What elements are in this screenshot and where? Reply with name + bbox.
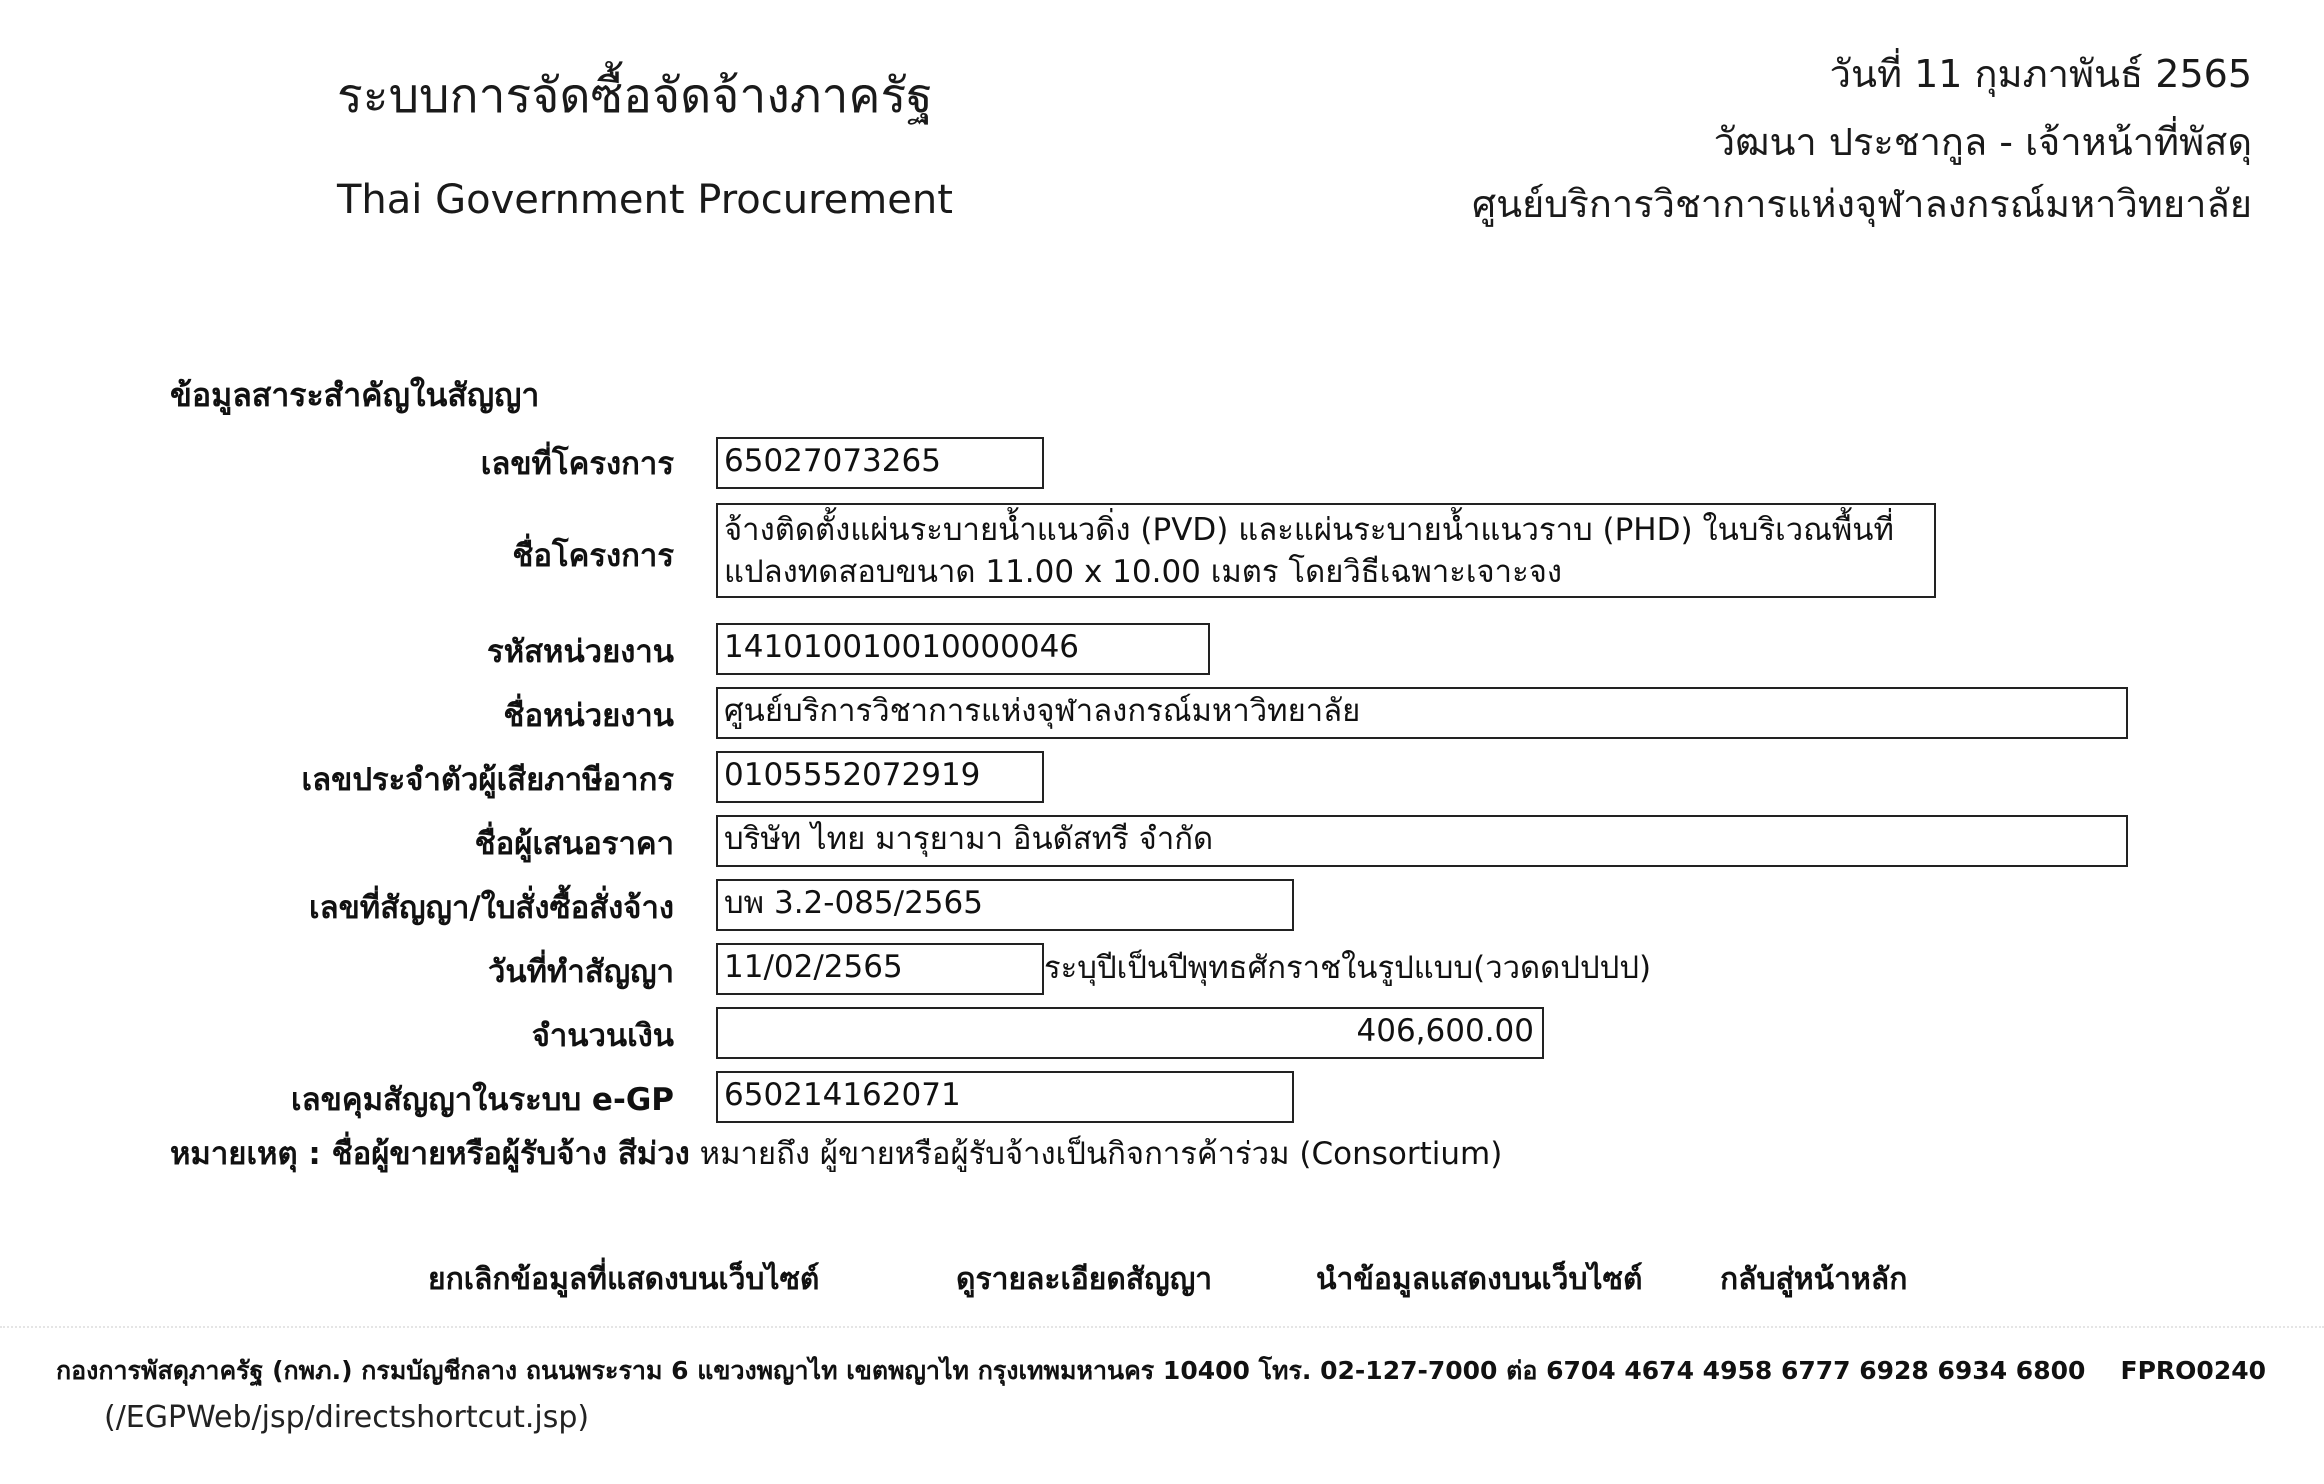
- page-code: FPRO0240: [2120, 1356, 2266, 1385]
- publish-button[interactable]: นำข้อมูลแสดงบนเว็บไซต์: [1316, 1262, 1643, 1297]
- remark-suffix: หมายถึง ผู้ขายหรือผู้รับจ้างเป็นกิจการค้าร่วม (Consortium): [689, 1136, 1503, 1172]
- bidder-name-label: ชื่อผู้เสนอราคา: [474, 826, 674, 862]
- egp-control-no-field[interactable]: 650214162071: [716, 1071, 1294, 1123]
- cancel-publish-button[interactable]: ยกเลิกข้อมูลที่แสดงบนเว็บไซต์: [428, 1262, 820, 1297]
- contract-date-label: วันที่ทำสัญญา: [487, 954, 674, 990]
- project-no-field[interactable]: 65027073265: [716, 437, 1044, 489]
- amount-field[interactable]: 406,600.00: [716, 1007, 1544, 1059]
- project-no-label: เลขที่โครงการ: [480, 446, 674, 482]
- remark-prefix: หมายเหตุ : ชื่อผู้ขายหรือผู้รับจ้าง: [170, 1136, 618, 1172]
- bidder-name-field[interactable]: บริษัท ไทย มารุยามา อินดัสทรี จำกัด: [716, 815, 2128, 867]
- back-home-button[interactable]: กลับสู่หน้าหลัก: [1720, 1262, 1908, 1297]
- tax-id-label: เลขประจำตัวผู้เสียภาษีอากร: [301, 762, 674, 798]
- egp-control-no-label: เลขคุมสัญญาในระบบ e-GP: [291, 1082, 674, 1118]
- view-contract-button[interactable]: ดูรายละเอียดสัญญา: [956, 1262, 1213, 1297]
- project-name-label: ชื่อโครงการ: [512, 538, 674, 574]
- date-format-note: ระบุปีเป็นปีพุทธศักราชในรูปแบบ(ววดดปปปป): [1044, 950, 1652, 986]
- tax-id-field[interactable]: 0105552072919: [716, 751, 1044, 803]
- contract-no-field[interactable]: บพ 3.2-085/2565: [716, 879, 1294, 931]
- amount-label: จำนวนเงิน: [531, 1018, 674, 1054]
- page-url: (/EGPWeb/jsp/directshortcut.jsp): [104, 1400, 590, 1435]
- user-name-role: วัฒนา ประชากูล - เจ้าหน้าที่พัสดุ: [1713, 120, 2252, 164]
- system-title-english: Thai Government Procurement: [337, 177, 953, 223]
- contract-no-label: เลขที่สัญญา/ใบสั่งซื้อสั่งจ้าง: [309, 890, 674, 926]
- agency-name-field[interactable]: ศูนย์บริการวิชาการแห่งจุฬาลงกรณ์มหาวิทยาลัย: [716, 687, 2128, 739]
- organization-name: ศูนย์บริการวิชาการแห่งจุฬาลงกรณ์มหาวิทยาลัย: [1471, 182, 2252, 226]
- footer-address: กองการพัสดุภาครัฐ (กพภ.) กรมบัญชีกลาง ถนนพระราม 6 แขวงพญาไท เขตพญาไท กรุงเทพมหานคร 10400 โทร. 02-127-7000 ต่อ 6704 4674 4958 6777 6928 6934 6800: [56, 1356, 2086, 1385]
- footer-divider: [0, 1326, 2324, 1328]
- consortium-remark: [170, 1132, 1502, 1176]
- agency-name-label: ชื่อหน่วยงาน: [503, 698, 674, 734]
- remark-highlight: สีม่วง: [617, 1136, 690, 1172]
- system-title-thai: ระบบการจัดซื้อจัดจ้างภาครัฐ: [337, 68, 933, 124]
- section-title: ข้อมูลสาระสำคัญในสัญญา: [170, 376, 540, 414]
- current-date: วันที่ 11 กุมภาพันธ์ 2565: [1829, 52, 2252, 96]
- agency-code-field[interactable]: 141010010010000046: [716, 623, 1210, 675]
- agency-code-label: รหัสหน่วยงาน: [487, 634, 674, 670]
- project-name-field[interactable]: จ้างติดตั้งแผ่นระบายน้ำแนวดิ่ง (PVD) และแผ่นระบายน้ำแนวราบ (PHD) ในบริเวณพื้นที่แปลงทดสอบขนาด 11.00 x 10.00 เมตร โดยวิธีเฉพาะเจาะจง: [716, 503, 1936, 598]
- contract-date-field[interactable]: 11/02/2565: [716, 943, 1044, 995]
